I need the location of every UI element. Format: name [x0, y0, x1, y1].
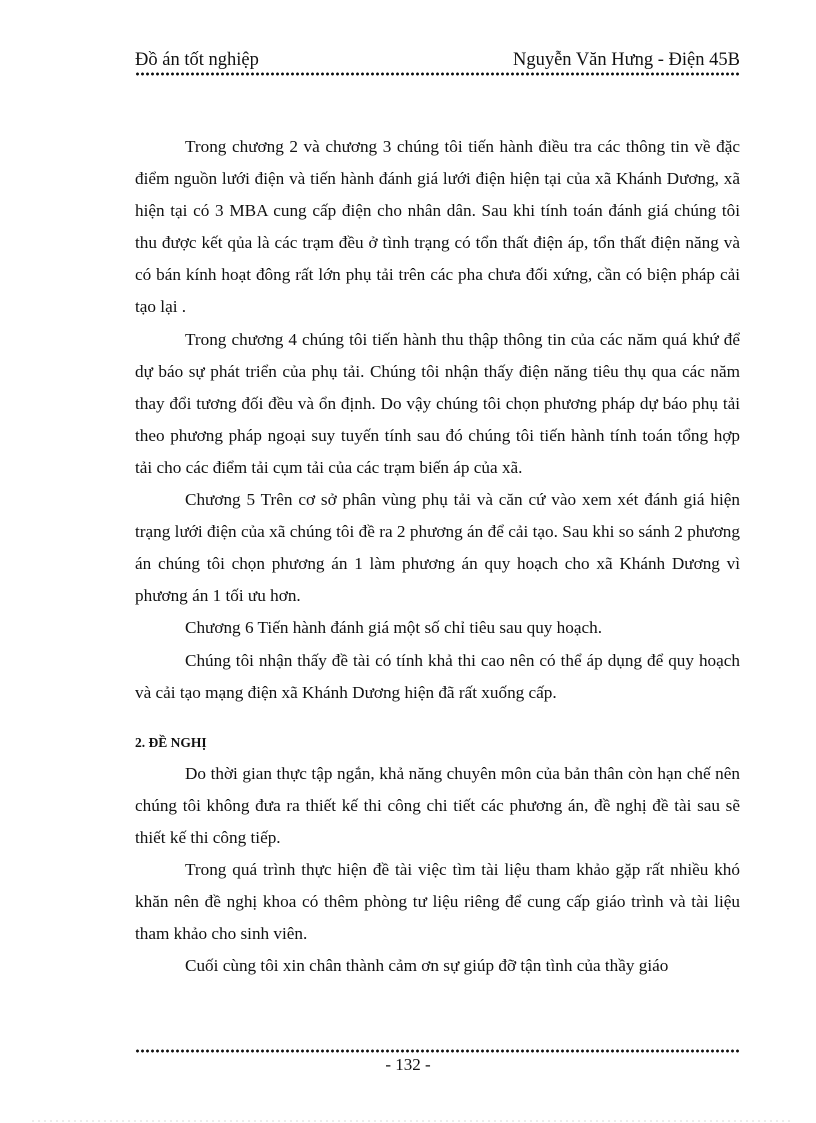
page-edge-dots — [30, 1120, 790, 1122]
page-number: - 132 - — [385, 1055, 431, 1074]
paragraph-chapter-4: Trong chương 4 chúng tôi tiến hành thu thập thông tin của các năm quá khứ để dự báo sự phát triển của phụ tải. Chúng tôi nhận thấy điện năng tiêu thụ qua các năm thay đổi tương đối đều và ổn định. Do vậy chúng tôi chọn phương pháp dự báo phụ tải theo phương pháp ngoại suy tuyến tính sau đó chúng tôi tiến hành tính toán tổng hợp tải cho các điểm tải cụm tải của các trạm biến áp của xã. — [135, 329, 740, 477]
header-author: Nguyễn Văn Hưng - Điện 45B — [512, 50, 740, 70]
paragraph-chapter-5: Chương 5 Trên cơ sở phân vùng phụ tải và căn cứ vào xem xét đánh giá hiện trạng lưới điện của xã chúng tôi đề ra 2 phương án để cải tạo. Sau khi so sánh 2 phương án chúng tôi chọn phương án 1 làm phương án quy hoạch cho xã Khánh Dương vì phương án 1 tối ưu hơn. — [135, 490, 740, 606]
header-dotted-rule — [135, 72, 740, 76]
page-header — [135, 48, 740, 72]
paragraph-conclusion: Chúng tôi nhận thấy đề tài có tính khả thi cao nên có thể áp dụng để quy hoạch và cải tạo mạng điện xã Khánh Dương hiện đã rất xuống cấp. — [135, 650, 740, 702]
paragraph-acknowledgement: Cuối cùng tôi xin chân thành cảm ơn sự giúp đỡ tận tình của thầy giáo — [185, 956, 669, 976]
section-heading-recommendation: 2. ĐỀ NGHỊ — [135, 734, 207, 750]
paragraph-chapter-2-3: Trong chương 2 và chương 3 chúng tôi tiến hành điều tra các thông tin về đặc điểm nguồn lưới điện và tiến hành đánh giá lưới điện hiện tại của xã Khánh Dương, xã hiện tại có 3 MBA cung cấp điện cho nhân dân. Sau khi tính toán đánh giá chúng tôi thu được kết qủa là các trạm đều ở tình trạng có tổn thất điện áp, tổn thất điện năng và có bán kính hoạt đông rất lớn phụ tải trên các pha chưa đối xứng, cần có biện pháp cải tạo lại . — [135, 137, 740, 317]
page-body — [135, 131, 740, 982]
footer-dotted-rule — [135, 1049, 740, 1053]
paragraph-recommendation-2: Trong quá trình thực hiện đề tài việc tìm tài liệu tham khảo gặp rất nhiều khó khăn nên đề nghị khoa có thêm phòng tư liệu riêng để cung cấp giáo trình và tài liệu tham khảo cho sinh viên. — [135, 859, 740, 944]
paragraph-chapter-6: Chương 6 Tiến hành đánh giá một số chỉ tiêu sau quy hoạch. — [185, 618, 603, 638]
paragraph-recommendation-1: Do thời gian thực tập ngắn, khả năng chuyên môn của bản thân còn hạn chế nên chúng tôi không đưa ra thiết kế thi công chi tiết các phương án, đề nghị đề tài sau sẽ thiết kế thi công tiếp. — [135, 763, 740, 847]
header-document-type: Đồ án tốt nghiệp — [135, 50, 259, 70]
